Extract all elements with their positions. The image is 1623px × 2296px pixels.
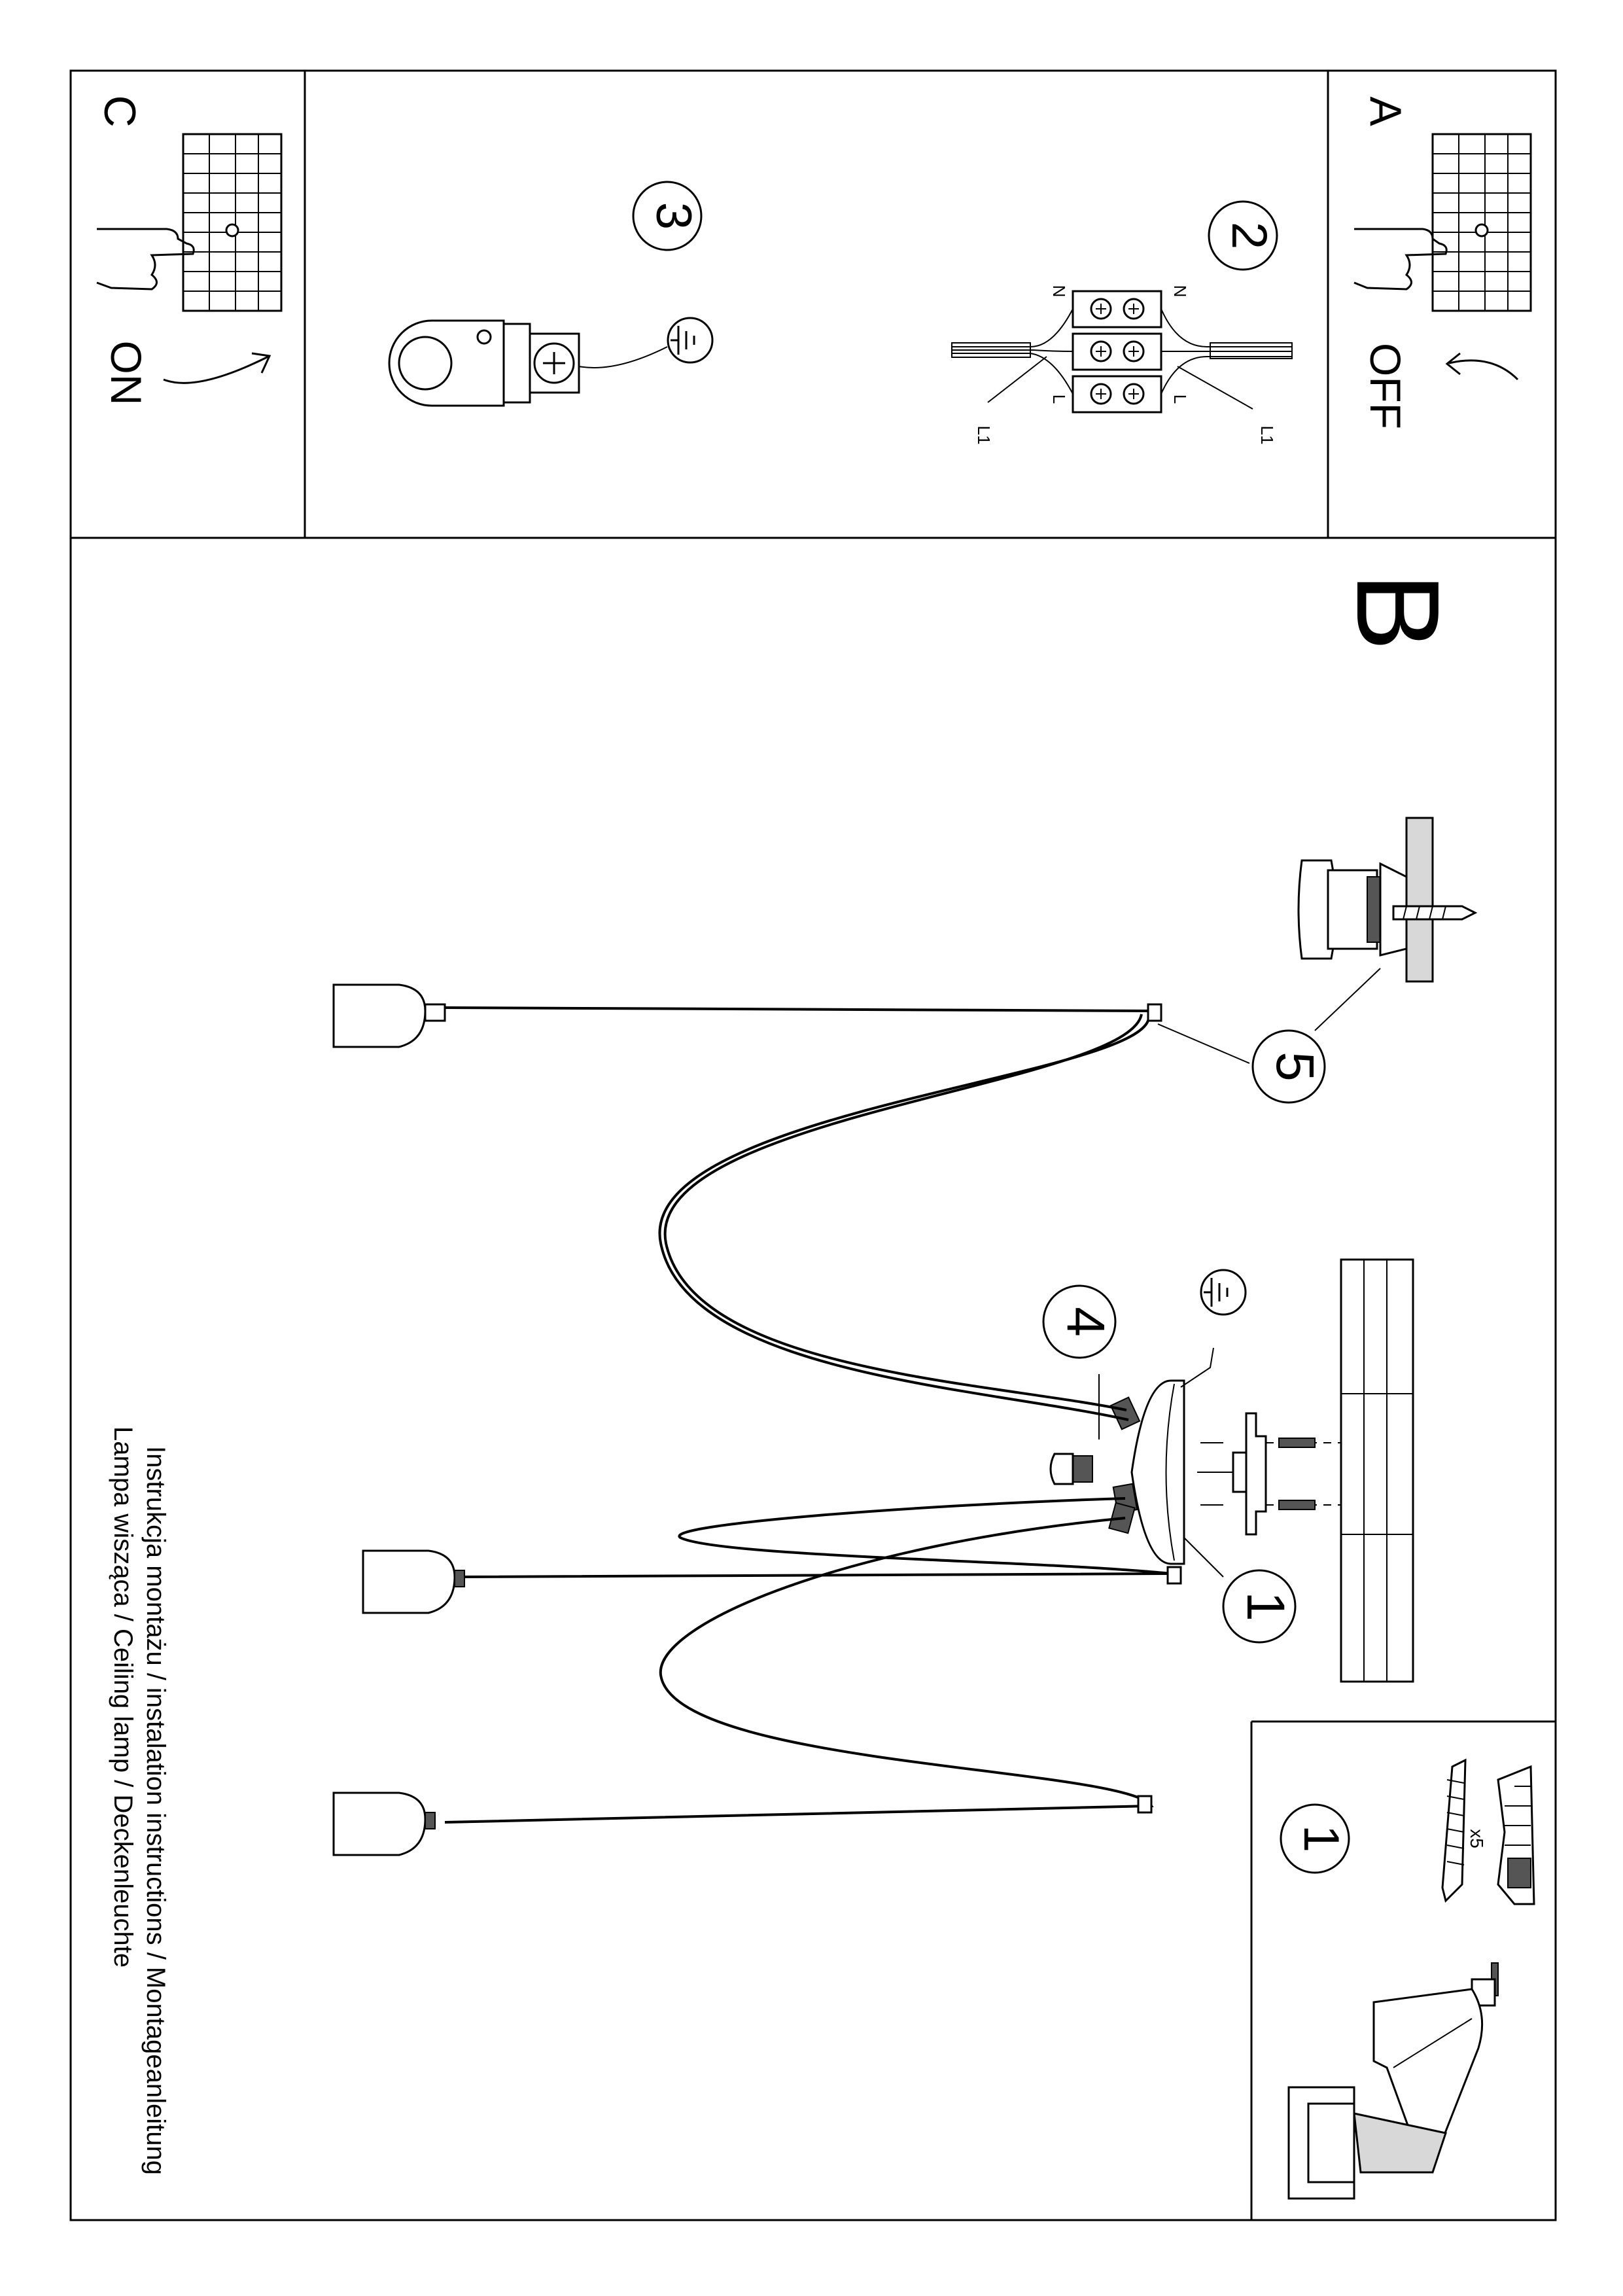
step-2-number: 2 [1221,221,1277,250]
wire-label-l1-right: L1 [1257,425,1277,445]
wire-label-n-right: N [1170,285,1190,298]
tools-panel [1281,1760,1534,2199]
lamp-socket [334,985,445,1047]
terminal-block [1073,291,1161,412]
wire-label-l-right: L [1170,394,1190,404]
panel-b [334,573,1475,1855]
ground-step [389,182,712,406]
pendant-cables [445,1008,1171,1822]
step-1-number-mount: 1 [1236,1591,1295,1621]
circuit-breaker-panel-a [1433,134,1531,311]
fixing-screw [1051,1454,1092,1484]
ceiling-canopy [1109,1348,1213,1564]
mounting-bracket [1197,1413,1341,1534]
drill-icon [1289,1963,1498,2199]
step-4-number: 4 [1056,1307,1115,1337]
wire-label-l-left: L [1049,394,1069,404]
ceiling-hook-detail [1299,818,1475,981]
panel-b-letter: B [1332,572,1463,652]
wire-label-n-left: N [1049,285,1069,298]
step-1-number-tools: 1 [1293,1824,1349,1853]
screw-icon [1442,1760,1465,1901]
sheet-frame [71,71,1556,2220]
step-5-number: 5 [1265,1051,1325,1082]
hand-icon [97,229,194,289]
lamp-socket [363,1551,464,1613]
step-3-number: 3 [646,202,701,230]
switch-state-on: ON [102,340,150,406]
panel-c-letter: C [95,95,145,128]
wiring-step [952,202,1292,444]
ground-terminal [389,321,667,406]
document-title: Instrukcja montażu / instalation instructions / Montageanleitung [141,1446,170,2175]
ground-symbol-icon [1201,1270,1246,1315]
document-subtitle: Lampa wisząca / Ceiling lamp / Deckenleuchte [109,1426,137,1968]
ceiling-beam [1341,1260,1413,1682]
wire-label-l1-left: L1 [974,425,994,445]
panel-a [1354,96,1531,429]
lamp-socket [334,1793,435,1855]
wall-plug-icon [1498,1767,1534,1904]
ground-symbol-icon [668,318,712,362]
panel-a-letter: A [1361,96,1410,126]
circuit-breaker-panel-c [183,134,281,311]
rotate-arrow-icon [164,357,268,383]
rotate-arrow-icon [1449,361,1518,380]
panel-c [95,95,281,405]
quantity-label: x5 [1467,1829,1487,1848]
switch-state-off: OFF [1361,343,1410,429]
